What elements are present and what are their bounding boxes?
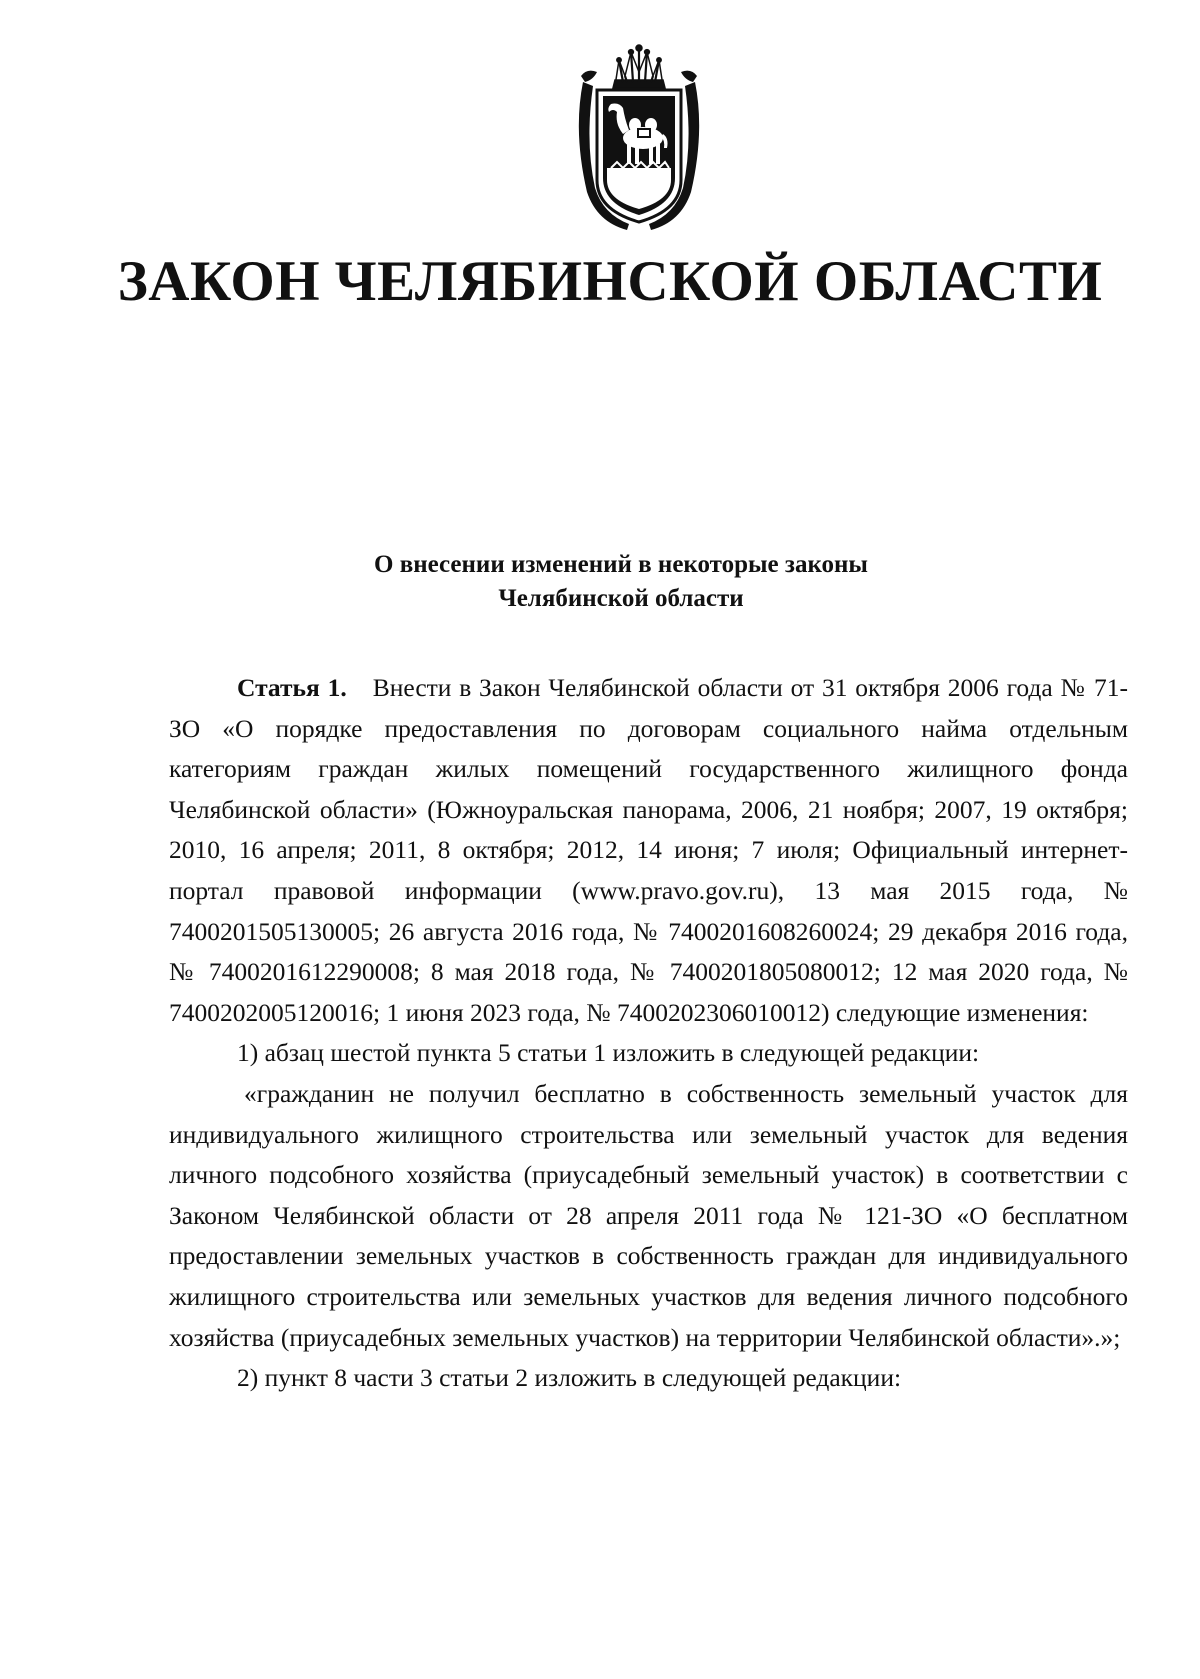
article-1-label: Статья 1. [237, 673, 347, 702]
document-title [0, 548, 1200, 616]
article-1-item-1-quote: «гражданин не получил бесплатно в собственность земельный участок для индивидуального жилищного строительства или земельный участок для ведения личного подсобного хозяйства (приусадебный земельный участок) в соответствии с Законом Челябинской области от 28 апреля 2011 года № 121-ЗО «О бесплатном предоставлении земельных участков в собственность граждан для индивидуального жилищного строительства или земельных участков для ведения личного подсобного хозяйства (приусадебных земельных участков) на территории Челябинской области».»; [169, 1078, 1128, 1352]
article-1-item-2: 2) пункт 8 части 3 статьи 2 изложить в следующей редакции: [237, 1363, 902, 1393]
document-title-line-1: О внесении изменений в некоторые законы [374, 551, 868, 578]
article-1-paragraph [169, 668, 1128, 1033]
article-1-intro-text: Внести в Закон Челябинской области от 31 октября 2006 года № 71-ЗО «О порядке предоставления по договорам социального найма отдельным категориям граждан жилых помещений государственного жилищного фонда Челябинской области» (Южноуральская панорама, 2006, 21 ноября; 2007, 19 октября; 2010, 16 апреля; 2011, 8 октября; 2012, 14 июня; 7 июля; Официальный интернет-портал правовой информации (www.pravo.gov.ru), 13 мая 2015 года, № 7400201505130005; 26 августа 2016 года, № 7400201608260024; 29 декабря 2016 года, № 7400201612290008; 8 мая 2018 года, № 7400201805080012; 12 мая 2020 года, № 7400202005120016; 1 июня 2023 года, № 7400202306010012) следующие изменения: [169, 673, 1128, 1027]
chelyabinsk-coat-of-arms-icon [563, 42, 715, 234]
article-1-item-1: 1) абзац шестой пункта 5 статьи 1 изложить в следующей редакции: [237, 1038, 980, 1068]
law-header: ЗАКОН ЧЕЛЯБИНСКОЙ ОБЛАСТИ [117, 250, 1103, 313]
document-title-line-2: Челябинской области [498, 585, 744, 612]
document-body [169, 668, 1128, 1399]
